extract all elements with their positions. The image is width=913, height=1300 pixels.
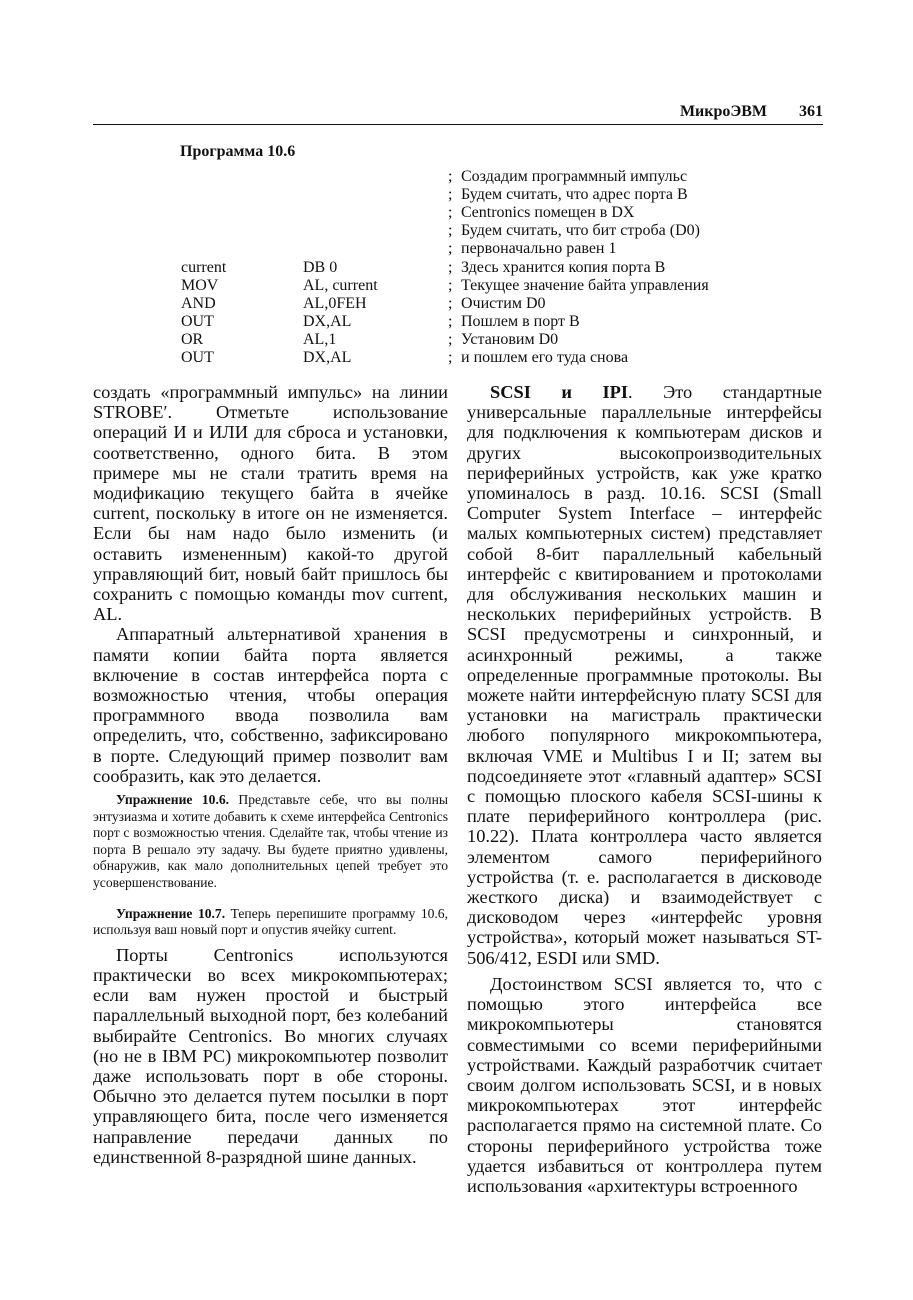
exercise-10-7	[93, 906, 448, 939]
comment-marker: ;	[448, 349, 453, 366]
paragraph-text: . Это стандартные универсальные параллельные интерфейсы для подключения к компьютерам дисков и других высокопроизводительных периферийных устройств, как уже кратко упоминалось в разд. 10.16. SCSI (Small Computer System Interface – интерфейс малых компьютерных систем) представляет собой 8-бит параллельный кабельный интерфейс с квитированием и протоколами для обслуживания нескольких машин и нескольких периферийных устройств. В SCSI предусмотрены и синхронный, и асинхронный режимы, а также определенные программные протоколы. Вы можете найти интерфейсную плату SCSI для установки на магистраль практически любого популярного микрокомпьютера, включая VME и Multibus I и II; затем вы подсоединяете этот «главный адаптер» SCSI с помощью плоского кабеля SCSI-шины к плате периферийного контроллера (рис. 10.22). Плата контроллера часто является элементом самого периферийного устройства (т. е. располагается в дисководе жесткого диска) и взаимодействует с дисководом через «интерфейс уровня устройства», который может называться ST-506/412, ESDI или SMD.	[467, 382, 822, 968]
comment-marker: ;	[448, 222, 453, 240]
comment-marker: ;	[448, 204, 453, 222]
comment-marker: ;	[448, 294, 453, 312]
exercise-text: Теперь перепишите программу 10.6, используя ваш новый порт и опустив ячейку current.	[93, 905, 449, 938]
running-title: МикроЭВМ	[679, 103, 767, 120]
paragraph	[467, 382, 822, 968]
code-comment: и пошлем его туда снова	[461, 349, 629, 366]
comment-marker: ;	[448, 186, 453, 204]
code-comment: Установим D0	[461, 330, 559, 348]
comment-marker: ;	[448, 276, 453, 294]
code-mnemonic: OUT	[181, 312, 214, 330]
code-comment: Создадим программный импульс	[461, 168, 688, 185]
code-comment: Будем считать, что бит строба (D0)	[461, 222, 700, 240]
exercise-10-6	[93, 792, 448, 892]
code-mnemonic: MOV	[181, 276, 219, 294]
code-operand: AL,0FEH	[303, 294, 367, 312]
right-column	[467, 382, 822, 1196]
exercise-title: Упражнение 10.6.	[116, 792, 230, 808]
code-comment: Очистим D0	[461, 294, 546, 312]
code-mnemonic: AND	[181, 294, 216, 312]
code-comment: первоначально равен 1	[461, 240, 617, 258]
code-operand: DX,AL	[303, 349, 352, 366]
code-mnemonic: OR	[181, 330, 204, 348]
comment-marker: ;	[448, 240, 453, 258]
code-operand: DX,AL	[303, 312, 352, 330]
paragraph: Порты Centronics используются практически во всех микрокомпьютерах; если вам нужен простой и быстрый параллельный выходной порт, без колебаний выбирайте Centronics. Во многих случаях (но не в IBM PC) микрокомпьютер позволит даже использовать порт в обе стороны. Обычно это делается путем посылки в порт управляющего бита, после чего изменяется направление передачи данных по единственной 8-разрядной шине данных.	[93, 944, 448, 1167]
code-operand: AL, current	[303, 276, 378, 294]
page-number: 361	[799, 103, 823, 120]
comment-marker: ;	[448, 258, 453, 276]
code-mnemonic: OUT	[181, 349, 214, 366]
paragraph: создать «программный импульс» на линии STROBE′. Отметьте использование операций И и ИЛИ для сброса и установки, соответственно, одного бита. В этом примере мы не стали тратить время на модификацию текущего байта в ячейке current, поскольку в итоге он не изменяется. Если бы нам надо было изменить (и оставить измененным) какой-то другой управляющий бит, новый байт пришлось бы сохранить с помощью команды mov current, AL.	[93, 382, 448, 625]
code-comment: Здесь хранится копия порта B	[461, 258, 666, 276]
paragraph: Достоинством SCSI является то, что с помощью этого интерфейса все микрокомпьютеры становятся совместимыми со всеми периферийными устройствами. Каждый разработчик считает своим долгом использовать SCSI, и в новых микрокомпьютерах этот интерфейс располагается прямо на системной плате. Со стороны периферийного устройства тоже удается избавиться от контроллера путем использования «архитектуры встроенного	[467, 973, 822, 1196]
code-comment: Пошлем в порт B	[461, 312, 580, 330]
comment-marker: ;	[448, 330, 453, 348]
comment-marker: ;	[448, 168, 453, 185]
code-mnemonic: current	[181, 258, 227, 276]
section-run-in-title: SCSI и IPI	[490, 382, 628, 402]
program-title: Программа 10.6	[180, 143, 296, 160]
paragraph: Аппаратный альтернативой хранения в памяти копии байта порта является включение в состав интерфейса порта с возможностью чтения, чтобы операция программного ввода позволила вам определить, что, собственно, зафиксировано в порте. Следующий пример позволит вам сообразить, как это делается.	[93, 624, 448, 786]
code-comment: Текущее значение байта управления	[461, 276, 709, 294]
code-operand: AL,1	[303, 330, 337, 348]
comment-marker: ;	[448, 312, 453, 330]
exercise-text: Представьте себе, что вы полны энтузиазма и хотите добавить к схеме интерфейса Centronics порт с возможностью чтения. Сделайте так, чтобы чтение из порта B решало эту задачу. Вы будете приятно удивлены, обнаружив, как мало дополнительных цепей требует это усовершенствование.	[93, 792, 448, 891]
page-header	[93, 100, 823, 125]
code-comment: Будем считать, что адрес порта B	[461, 186, 688, 204]
left-column	[93, 382, 448, 1167]
exercise-title: Упражнение 10.7.	[116, 905, 226, 921]
code-operand: DB 0	[303, 258, 338, 276]
code-comment: Centronics помещен в DX	[461, 204, 635, 222]
